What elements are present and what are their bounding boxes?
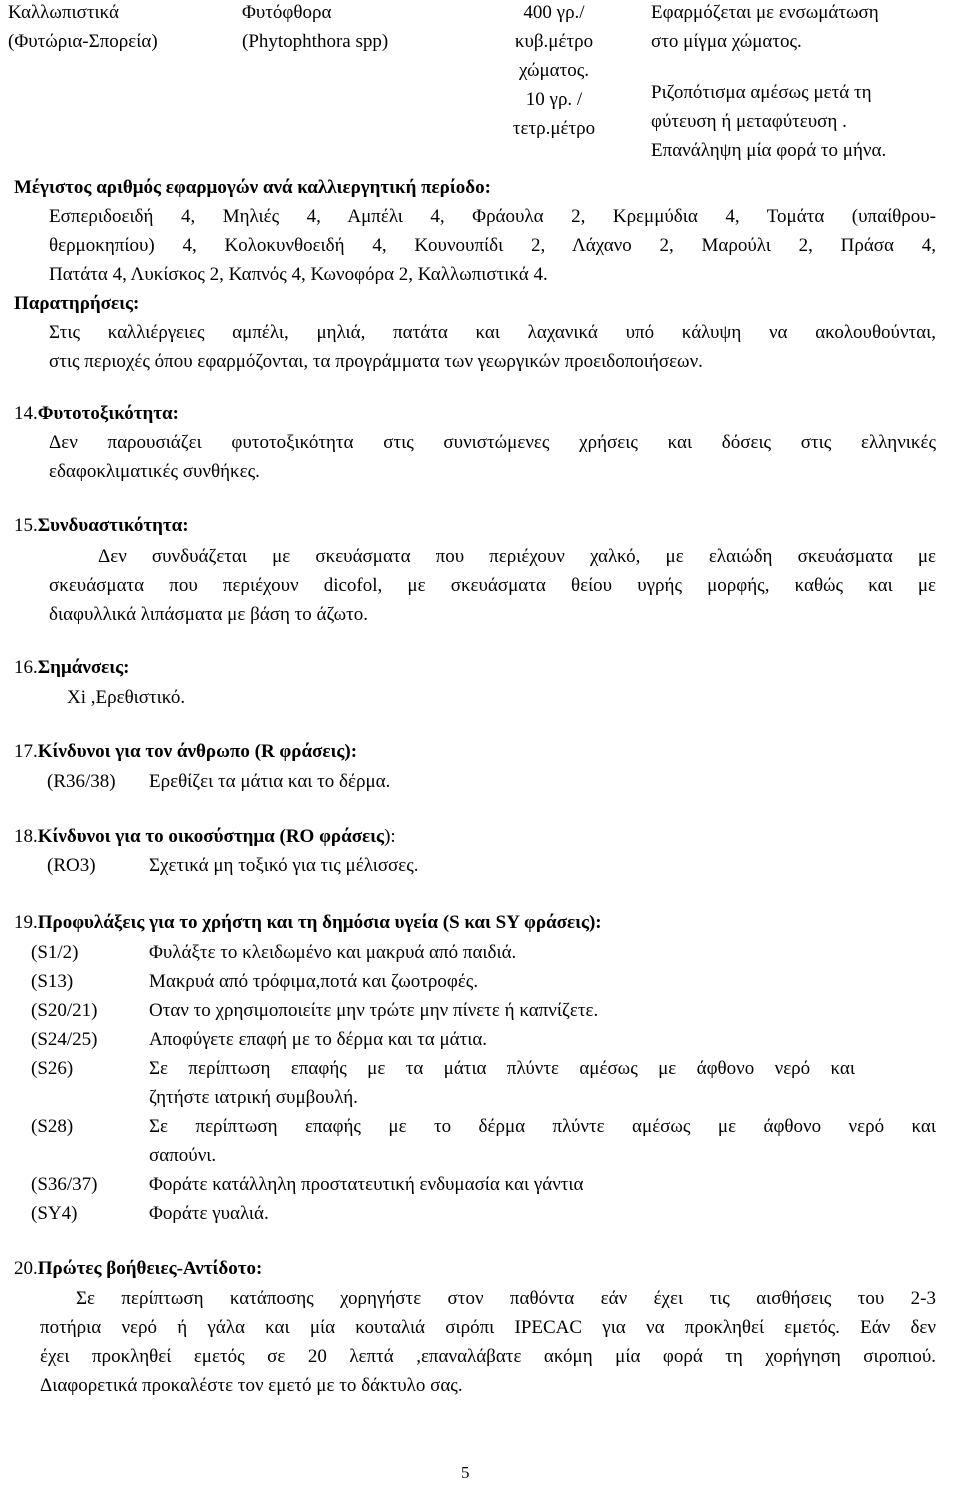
section-15-line: Δεν συνδυάζεται με σκευάσματα που περιέχουν χαλκό, με ελαιώδη σκευάσματα με <box>98 546 936 567</box>
section-title: Πρώτες βοήθειες-Αντίδοτο: <box>37 1258 263 1279</box>
remarks-line: Στις καλλιέργειες αμπέλι, μηλιά, πατάτα και λαχανικά υπό κάλυψη να ακολουθούνται, <box>49 322 936 343</box>
section-number: 16. <box>14 657 38 678</box>
ro-phrase-code: (RO3) <box>47 855 96 876</box>
application-line: Επανάληψη μία φορά το μήνα. <box>651 140 887 161</box>
crop-line: (Φυτώρια-Σπορεία) <box>8 31 158 52</box>
s-phrase-code: (S36/37) <box>31 1174 98 1195</box>
crop-line: Καλλωπιστικά <box>8 2 119 23</box>
section-20-line: έχει προκληθεί εμετός σε 20 λεπτά ,επαναλάβατε ακόμη μία φορά τη χορήγηση σιροπιού. <box>40 1346 936 1367</box>
section-19-heading <box>14 908 602 937</box>
section-number: 19. <box>14 912 38 933</box>
section-title: Σημάνσεις: <box>37 657 130 678</box>
section-title: Συνδυαστικότητα: <box>37 515 189 536</box>
remarks-line: στις περιοχές όπου εφαρμόζονται, τα προγράμματα των γεωργικών προειδοποιήσεων. <box>49 351 703 372</box>
s-phrase-code: (S13) <box>31 971 74 992</box>
s-phrase-text: Οταν το χρησιμοποιείτε μην τρώτε μην πίνετε ή καπνίζετε. <box>149 1000 599 1021</box>
max-applications-heading: Μέγιστος αριθμός εφαρμογών ανά καλλιεργητική περίοδο: <box>14 177 491 198</box>
remarks-heading: Παρατηρήσεις: <box>14 293 140 314</box>
pathogen-cell <box>242 0 388 56</box>
max-applications-line: Πατάτα 4, Λυκίσκος 2, Καπνός 4, Κωνοφόρα 2, Καλλωπιστικά 4. <box>49 264 548 285</box>
s-phrase-text: Φοράτε κατάλληλη προστατευτική ενδυμασία και γάντια <box>149 1174 584 1195</box>
section-15-line: σκευάσματα που περιέχουν dicofol, με σκευάσματα θείου υγρής μορφής, καθώς και με <box>49 575 936 596</box>
pathogen-line: Φυτόφθορα <box>242 2 332 23</box>
section-15-line: διαφυλλικά λιπάσματα με βάση το άζωτο. <box>49 604 369 625</box>
s-phrase-code: (S24/25) <box>31 1029 98 1050</box>
dose-line: κυβ.μέτρο <box>514 31 594 52</box>
section-14-line: Δεν παρουσιάζει φυτοτοξικότητα στις συνιστώμενες χρήσεις και δόσεις στις ελληνικές <box>49 432 936 453</box>
s-phrase-text: Φυλάξτε το κλειδωμένο και μακρυά από παιδιά. <box>149 942 517 963</box>
section-14-line: εδαφοκλιματικές συνθήκες. <box>49 461 260 482</box>
s-phrase-text: Αποφύγετε επαφή με το δέρμα και τα μάτια. <box>149 1029 488 1050</box>
dose-line: 400 γρ./ <box>523 2 585 23</box>
s-phrase-code: (S1/2) <box>31 942 79 963</box>
application-line: στο μίγμα χώματος. <box>651 31 802 52</box>
section-title: Κίνδυνοι για τον άνθρωπο (R φράσεις): <box>37 741 358 762</box>
page-number: 5 <box>461 1463 470 1482</box>
section-number: 17. <box>14 741 38 762</box>
section-17-heading <box>14 737 357 766</box>
section-15-heading <box>14 511 189 540</box>
s-phrase-code: (S20/21) <box>31 1000 98 1021</box>
application-line: φύτευση ή μεταφύτευση . <box>651 111 847 132</box>
section-20-line: Σε περίπτωση κατάποσης χορηγήστε στον παθόντα εάν έχει τις αισθήσεις του 2-3 <box>76 1288 936 1309</box>
application-line: Ριζοπότισμα αμέσως μετά τη <box>651 82 872 103</box>
s-phrase-code: (S26) <box>31 1058 74 1079</box>
section-16-text: Xi ,Ερεθιστικό. <box>67 687 186 708</box>
section-number: 15. <box>14 515 38 536</box>
pathogen-line: (Phytophthora spp) <box>242 31 389 52</box>
s-phrase-text: Σε περίπτωση επαφής με το δέρμα πλύντε αμέσως με άφθονο νερό και <box>149 1116 936 1137</box>
section-number: 20. <box>14 1258 38 1279</box>
application-line: Εφαρμόζεται με ενσωμάτωση <box>651 2 879 23</box>
section-14-heading <box>14 399 179 428</box>
section-20-line: ποτήρια νερό ή γάλα και μία κουταλιά σιρόπι IPECAC για να προκληθεί εμετός. Εάν δεν <box>40 1317 936 1338</box>
dose-line: χώματος. <box>518 60 590 81</box>
dose-cell <box>470 0 638 143</box>
crop-cell <box>8 0 158 56</box>
s-phrase-text: Μακρυά από τρόφιμα,ποτά και ζωοτροφές. <box>149 971 479 992</box>
section-16-heading <box>14 653 130 682</box>
ro-phrase-text: Σχετικά μη τοξικό για τις μέλισσες. <box>149 855 419 876</box>
section-title: Κίνδυνοι για το οικοσύστημα (RO φράσεις <box>37 826 385 847</box>
s-phrase-text: ζητήστε ιατρική συμβουλή. <box>149 1087 358 1108</box>
s-phrase-text: Φοράτε γυαλιά. <box>149 1203 269 1224</box>
s-phrase-text: σαπούνι. <box>149 1145 217 1166</box>
dose-line: τετρ.μέτρο <box>512 118 596 139</box>
s-phrase-text: Σε περίπτωση επαφής με τα μάτια πλύντε αμέσως με άφθονο νερό και <box>149 1058 855 1079</box>
section-number: 18. <box>14 826 38 847</box>
section-title-tail: ): <box>384 826 396 847</box>
section-title: Φυτοτοξικότητα: <box>37 403 179 424</box>
max-applications-line: Εσπεριδοειδή 4, Μηλιές 4, Αμπέλι 4, Φράουλα 2, Κρεμμύδια 4, Τομάτα (υπαίθρου- <box>49 206 936 227</box>
section-18-heading <box>14 822 396 851</box>
s-phrase-code: (SY4) <box>31 1203 78 1224</box>
section-number: 14. <box>14 403 38 424</box>
section-20-heading <box>14 1254 262 1283</box>
r-phrase-text: Ερεθίζει τα μάτια και το δέρμα. <box>149 771 391 792</box>
section-20-line: Διαφορετικά προκαλέστε τον εμετό με το δάκτυλο σας. <box>40 1375 463 1396</box>
s-phrase-code: (S28) <box>31 1116 74 1137</box>
r-phrase-code: (R36/38) <box>47 771 116 792</box>
section-title: Προφυλάξεις για το χρήστη και τη δημόσια υγεία (S και SY φράσεις): <box>37 912 602 933</box>
dose-line: 10 γρ. / <box>525 89 583 110</box>
application-cell <box>651 0 886 165</box>
max-applications-line: θερμοκηπίου) 4, Κολοκυνθοειδή 4, Κουνουπίδι 2, Λάχανο 2, Μαρούλι 2, Πράσα 4, <box>49 235 936 256</box>
